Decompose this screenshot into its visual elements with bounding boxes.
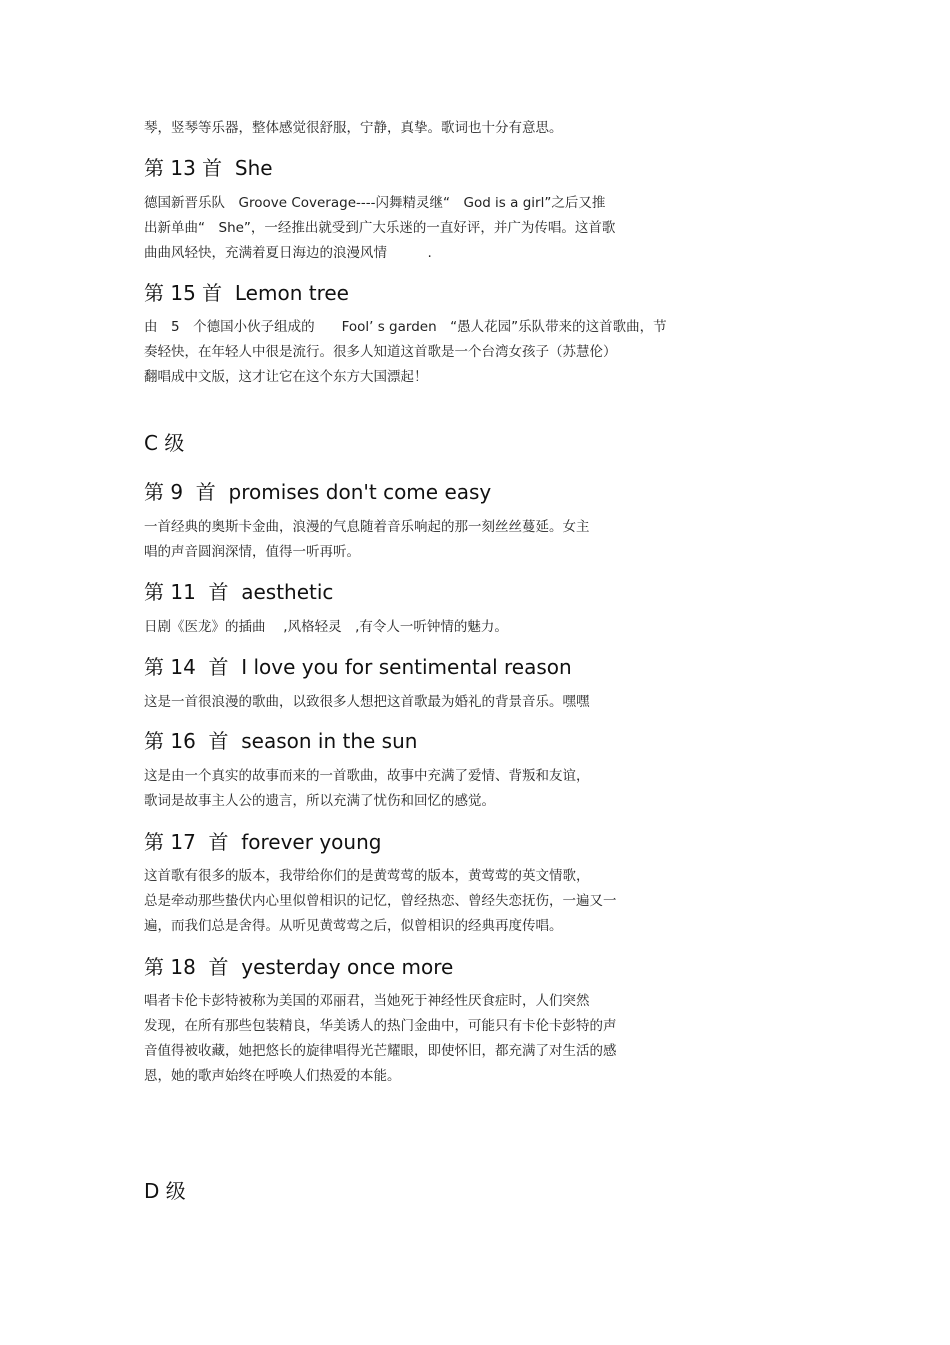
paragraph-line: 唱的声音圆润深情，值得一听再听。 [144, 544, 360, 560]
song-18-description [144, 989, 617, 1089]
paragraph-line: 总是牵动那些蛰伏内心里似曾相识的记忆，曾经热恋、曾经失恋抚伤，一遍又一 [144, 893, 617, 909]
paragraph-line: 歌词是故事主人公的遗言，所以充满了忧伤和回忆的感觉。 [144, 793, 495, 809]
paragraph-line: 琴，竖琴等乐器，整体感觉很舒服，宁静，真挚。歌词也十分有意思。 [144, 120, 563, 136]
song-9-description [144, 515, 590, 565]
song-17-description [144, 864, 617, 939]
paragraph-line: 音值得被收藏，她把悠长的旋律唱得光芒耀眼，即使怀旧，都充满了对生活的感 [144, 1043, 617, 1059]
song-14-description [144, 690, 590, 715]
song-13-description [144, 191, 615, 266]
grade-c-heading: C 级 [144, 431, 185, 455]
paragraph-line: 曲曲风轻快，充满着夏日海边的浪漫风情 . [144, 245, 432, 261]
paragraph-line: 恩，她的歌声始终在呼唤人们热爱的本能。 [144, 1068, 401, 1084]
paragraph-line: 这是由一个真实的故事而来的一首歌曲，故事中充满了爱情、背叛和友谊， [144, 768, 590, 784]
song-14-heading: 第 14 首 I love you for sentimental reason [144, 655, 572, 679]
song-16-heading: 第 16 首 season in the sun [144, 729, 418, 753]
paragraph-line: 这是一首很浪漫的歌曲，以致很多人想把这首歌最为婚礼的背景音乐。嘿嘿 [144, 694, 590, 710]
grade-d-heading: D 级 [144, 1179, 186, 1203]
paragraph-line: 发现，在所有那些包装精良，华美诱人的热门金曲中，可能只有卡伦卡彭特的声 [144, 1018, 617, 1034]
paragraph-line: 遍，而我们总是舍得。从听见黄莺莺之后，似曾相识的经典再度传唱。 [144, 918, 563, 934]
song-11-heading: 第 11 首 aesthetic [144, 580, 334, 604]
paragraph-line: 日剧《医龙》的插曲 ,风格轻灵 ,有令人一听钟情的魅力。 [144, 619, 508, 635]
song-13-heading: 第 13 首 She [144, 156, 273, 180]
paragraph-line: 由 5 个德国小伙子组成的 Fool’ s garden “愚人花园”乐队带来的这首歌曲，节 [144, 319, 667, 335]
paragraph-line: 德国新晋乐队 Groove Coverage----闪舞精灵继“ God is a girl”之后又推 [144, 195, 606, 211]
paragraph-line: 一首经典的奥斯卡金曲，浪漫的气息随着音乐响起的那一刻丝丝蔓延。女主 [144, 519, 590, 535]
song-17-heading: 第 17 首 forever young [144, 830, 382, 854]
song-15-description [144, 315, 667, 390]
paragraph-line: 出新单曲“ She”，一经推出就受到广大乐迷的一直好评，并广为传唱。这首歌 [144, 220, 616, 236]
song-18-heading: 第 18 首 yesterday once more [144, 955, 454, 979]
song-11-description [144, 615, 508, 640]
song-16-description [144, 764, 590, 814]
song-9-heading: 第 9 首 promises don't come easy [144, 480, 492, 504]
song-15-heading: 第 15 首 Lemon tree [144, 281, 349, 305]
paragraph-line: 这首歌有很多的版本，我带给你们的是黄莺莺的版本，黄莺莺的英文情歌， [144, 868, 590, 884]
paragraph-line: 唱者卡伦卡彭特被称为美国的邓丽君，当她死于神经性厌食症时，人们突然 [144, 993, 590, 1009]
paragraph-line: 翻唱成中文版，这才让它在这个东方大国漂起！ [144, 369, 428, 385]
intro-paragraph [144, 116, 563, 141]
paragraph-line: 奏轻快，在年轻人中很是流行。很多人知道这首歌是一个台湾女孩子（苏慧伦） [144, 344, 617, 360]
